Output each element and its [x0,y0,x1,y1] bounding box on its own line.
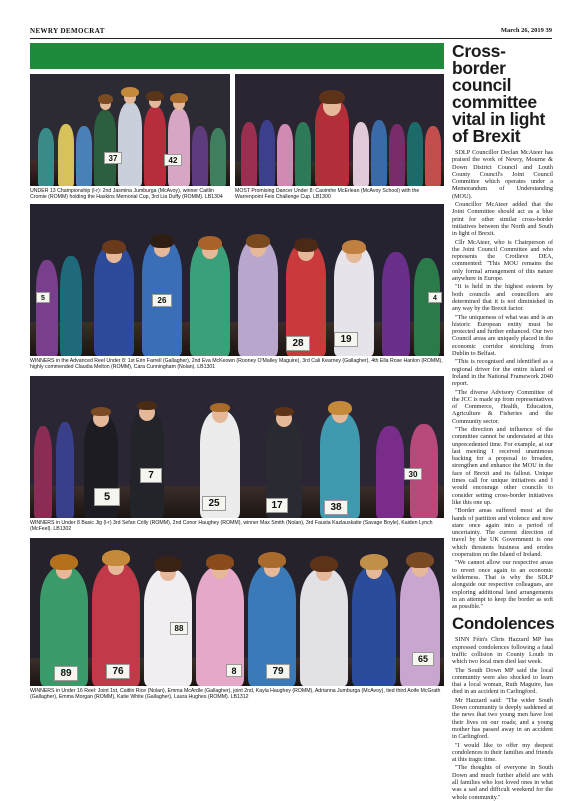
article-paragraph: "I would like to offer my deepest condolences to their families and friends at this tragic time. [452,741,553,764]
masthead-rule [30,38,552,39]
number-card: 37 [104,152,122,164]
article-paragraph: Mr Hazzard said: "The wider South Down community is deeply saddened at the news that two young men have lost their lives on our roads; and a young mother has passed away in an accident in Carlingford. [452,696,553,741]
photo-caption: WINNERS in Under 16 Reel: Joint 1st, Caitlin Rice (Nolan), Emma McArdle (Gallagher), joint 2nd, Kayla Haughey (ROMM), Adrianna Jumburga (McAvoy), tied third Aoife McGrath (Gallagher), Emma Morgan (ROMM), Katie White (Gallagher), Laura Hughes (ROMM). LB1312 [30,688,441,701]
article-paragraph: "This is recognised and identified as a regional driver for the entire island of Ireland in the National Framework 2040 report. [452,358,553,388]
number-card: 88 [170,622,188,635]
number-card: 8 [226,664,242,677]
right-column [452,43,553,801]
article-paragraph: "The diverse Advisory Committee of the JCC is made up from representatives of Commerce, Health, Education, Agriculture & Fisheries and the Community sector. [452,388,553,425]
article-paragraph: Councillor McAteer added that the Joint Committee should act as a blue print for other similar cross-border initiatives between the North and South in light of Brexit. [452,201,553,238]
number-card: 65 [412,652,434,666]
article-paragraph: "The uniqueness of what was and is an historic European entity must be protected and further enhanced. Our two Council areas are uniquely placed in the economic corridor stretching from Dublin to Belfast. [452,313,553,358]
number-card: 89 [54,666,78,681]
photo-caption: WINNERS in Under 8 Basic Jig (l-r) 3rd Sefan Crilly (ROMM), 2nd Conor Haughey (ROMM), winner Max Smith (Nolan), 3rd Fausta Kazlauskaite (Savage Boyle), Kaiden Lynch (McFeel). LB1302 [30,520,433,533]
number-card: 26 [152,294,172,307]
number-card: 76 [106,664,130,679]
article-paragraph: "The thoughts of everyone in South Down and much further afield are with all families who lost loved ones in what was a sad and difficult weekend for the whole community." [452,764,553,801]
photo-caption: MOST Promising Dancer Under 8: Caoimhe McErlean (McAvoy School) with the Warrenpoint Feis Challenge Cup. LB1300 [235,188,420,201]
article-paragraph: "We cannot allow our respective areas to revert once again to an economic wilderness. That is why the SDLP alongside our respective colleagues, are exploring additional land arrangements in an attempt to keep the border as soft as possible." [452,559,553,611]
number-card: 30 [404,468,422,480]
number-card: 42 [164,154,182,166]
article-condolences-body [452,636,553,801]
issue-date-page: March 26, 2019 39 [500,27,552,34]
photo-under13-championship [30,74,230,186]
article-paragraph: "It is held in the highest esteem by both councils and councillors are determined that it is not diminished in any way by the Brexit factor. [452,283,553,313]
number-card: 4 [428,292,442,303]
article-paragraph: "The direction and influence of the committee cannot be understated at this unprecedented time. For example, at our last meeting I received unanimous backing for a proposal to broaden, strengthen and enhance the MOU in the face of Brexit and its fallout. Unique times call for unique initiatives and I would encourage other councils to consider setting cross-border initiatives like this one up. [452,425,553,506]
photo-advanced-reel-under8 [30,204,444,356]
masthead [30,27,552,39]
number-card: 28 [286,336,310,351]
number-card: 25 [202,496,226,511]
photo-caption: WINNERS in the Advanced Reel Under 8: 1st Erin Farrell (Gallagher), 2nd Eva McKeown (Rooney O'Malley Maguire), 3rd Cali Kearney (Gallagher), 4th Ella Rose Hanlon (ROMM), highly commended Claudia Melton (ROMM), Cara Cunningham (Nolan). LB1301 [30,358,443,371]
photo-basic-jig-under8 [30,376,444,518]
photo-under16-reel [30,538,444,686]
article-paragraph: SINN Féin's Chris Hazzard MP has expressed condolences following a fatal traffic collision in County Louth in which two local men died last week. [452,636,553,666]
number-card: 5 [36,292,50,303]
article-paragraph: The South Down MP said the local community were also shocked to learn that a local woman, Ruth Maguire, has died in an accident in Carlingford. [452,666,553,696]
article-paragraph: "Border areas suffered most at the hands of partition and violence and now stare once again into a period of uncertainty. The current direction of travel by the UK Government is one which threatens business and erodes cooperation on the Island of Ireland. [452,507,553,559]
article-paragraph: Cllr McAteer, who is Chairperson of the Joint Council Committee and who represents the Crotlieve DEA, commented: "This MOU remains the only formal arrangement of this nature anywhere in Europe. [452,238,553,283]
number-card: 79 [266,664,290,679]
article-paragraph: SDLP Councillor Declan McAteer has praised the work of Newry, Mourne & Down District Council and Louth County Council's Joint Council Committee which operates under a Memorandum of Understanding (MOU). [452,149,553,200]
headline-condolences: Condolences [452,614,555,634]
photo-caption: UNDER 13 Championship (l-r): 2nd Jasmina Jumburga (McAvoy), winner Caitlin Cromie (ROMM) holding the Haskins Memorial Cup, 3rd Lia Duffy (ROMM). LB1304 [30,188,223,201]
number-card: 19 [334,332,358,347]
number-card: 17 [266,498,288,513]
number-card: 5 [94,488,120,506]
number-card: 7 [140,468,162,483]
article-brexit-body [452,149,553,610]
number-card: 38 [324,500,348,515]
photo-most-promising-dancer [235,74,444,186]
headline-brexit: Cross-border council committee vital in light of Brexit [452,41,546,146]
section-color-bar [30,43,444,69]
publication-name: NEWRY DEMOCRAT [30,27,105,35]
